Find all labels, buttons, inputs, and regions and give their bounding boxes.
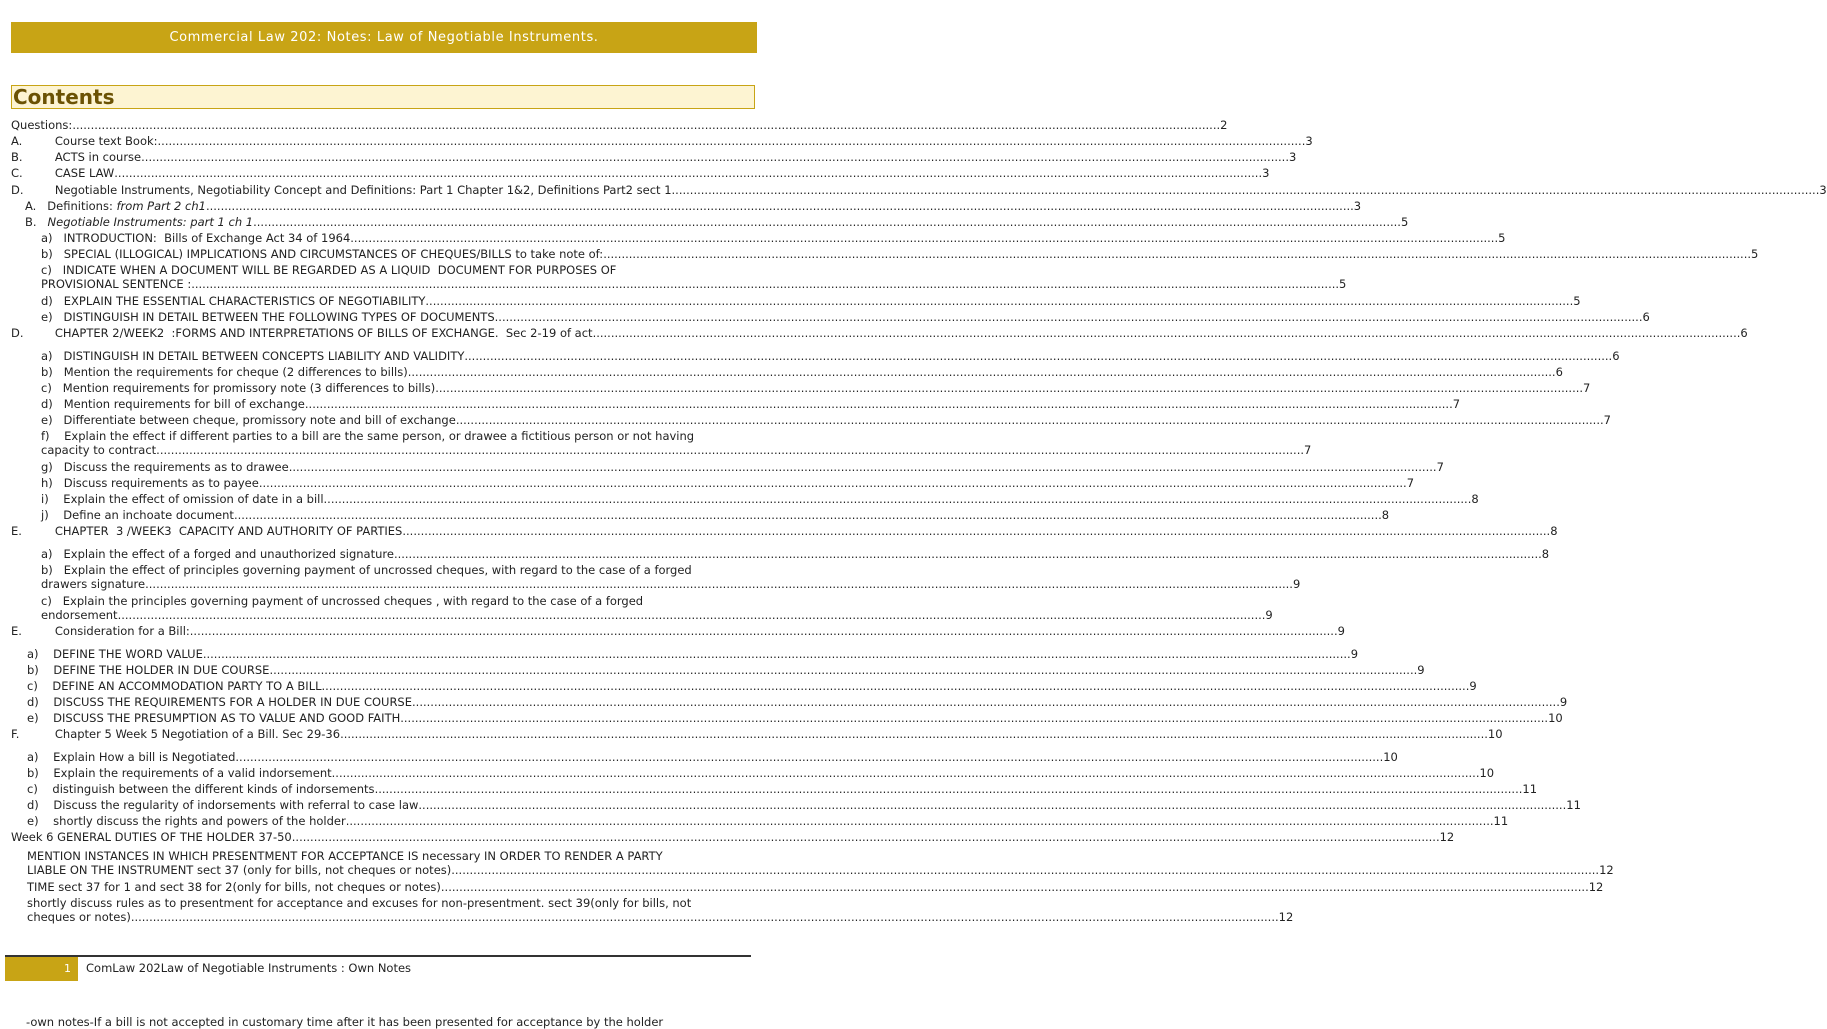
toc-entry[interactable] — [27, 647, 1359, 661]
toc-entry-text — [41, 476, 259, 490]
toc-entry-text — [27, 782, 375, 796]
toc-leader-dots — [495, 310, 1643, 324]
footer-text: ComLaw 202Law of Negotiable Instruments : Own Notes — [86, 961, 412, 975]
toc-leader-dots — [400, 711, 1548, 725]
toc-page-number: 5 — [1498, 231, 1506, 245]
toc-entry-text — [41, 294, 425, 308]
toc-page-number: 6 — [1642, 310, 1650, 324]
toc-page-number: 10 — [1548, 711, 1563, 725]
toc-page-number: 3 — [1262, 166, 1270, 180]
footer-page-box — [5, 957, 78, 981]
toc-leader-dots — [131, 910, 1279, 924]
toc-entry-text — [27, 663, 269, 677]
toc-entry-label: A. Definitions: — [25, 199, 117, 213]
toc-entry-label: j) Define an inchoate document — [41, 508, 234, 522]
toc-entry-label: E. CHAPTER 3 /WEEK3 CAPACITY AND AUTHORITY OF PARTIES — [11, 524, 403, 538]
toc-page-number: 6 — [1555, 365, 1563, 379]
toc-leader-dots — [402, 524, 1550, 538]
toc-entry-text — [41, 460, 289, 474]
toc-entry[interactable] — [25, 215, 1409, 229]
body-paragraph: -own notes-If a bill is not accepted in customary time after it has been presented for acceptance by the holder — [26, 1015, 664, 1029]
toc-entry-continuation: LIABLE ON THE INSTRUMENT sect 37 (only for bills, not cheques or notes) — [27, 863, 452, 877]
toc-entry-text — [27, 695, 412, 709]
toc-leader-dots — [340, 727, 1488, 741]
toc-entry[interactable] — [25, 199, 1362, 213]
toc-entry-text — [41, 231, 350, 245]
toc-entry-italic-label: from Part 2 ch1 — [116, 199, 206, 213]
toc-leader-dots — [72, 118, 1220, 132]
toc-entry[interactable] — [41, 476, 1415, 490]
toc-entry-label: b) DEFINE THE HOLDER IN DUE COURSE — [27, 663, 270, 677]
toc-entry-text — [27, 814, 346, 828]
toc-entry-text — [11, 134, 158, 148]
toc-entry-label: b) Explain the requirements of a valid indorsement — [27, 766, 332, 780]
toc-entry-label: h) Discuss requirements as to payee — [41, 476, 259, 490]
toc-entry-text: shortly discuss rules as to presentment for acceptance and excuses for non-presentment. sect 39(only for bills, not — [27, 896, 692, 910]
toc-page-number: 10 — [1383, 750, 1398, 764]
toc-leader-dots — [375, 782, 1523, 796]
toc-entry-text — [11, 166, 114, 180]
toc-entry-text — [11, 727, 340, 741]
toc-entry-continuation: cheques or notes) — [27, 910, 131, 924]
toc-entry-label: B. — [25, 215, 48, 229]
toc-leader-dots — [332, 766, 1480, 780]
toc-leader-dots — [234, 508, 1382, 522]
toc-entry[interactable] — [41, 563, 1301, 591]
toc-page-number: 10 — [1487, 727, 1503, 741]
toc-entry[interactable] — [27, 663, 1425, 677]
toc-leader-dots — [289, 460, 1437, 474]
toc-leader-dots — [394, 547, 1542, 561]
toc-page-number: 3 — [1305, 134, 1313, 148]
toc-entry[interactable] — [41, 349, 1620, 363]
toc-page-number: 6 — [1740, 326, 1748, 340]
toc-entry-text — [11, 830, 292, 844]
toc-page-number: 9 — [1417, 663, 1425, 677]
toc-page-number: 12 — [1278, 910, 1294, 924]
toc-leader-dots — [350, 231, 1498, 245]
toc-entry-italic-label: Negotiable Instruments: part 1 ch 1 — [47, 215, 254, 229]
toc-page-number: 5 — [1400, 215, 1409, 229]
toc-entry[interactable] — [11, 166, 1270, 180]
toc-entry-label: c) Mention requirements for promissory note (3 differences to bills) — [41, 381, 436, 395]
document-header-bar — [11, 22, 757, 53]
toc-entry[interactable] — [27, 679, 1477, 693]
toc-entry-text — [41, 492, 324, 506]
toc-entry[interactable] — [11, 150, 1297, 164]
toc-leader-dots — [114, 166, 1262, 180]
toc-leader-dots — [156, 443, 1304, 457]
toc-entry[interactable] — [11, 326, 1748, 340]
toc-entry[interactable] — [11, 624, 1345, 638]
toc-entry[interactable] — [41, 492, 1479, 506]
toc-entry-text: c) Explain the principles governing payment of uncrossed cheques , with regard to the case of a forged — [41, 594, 644, 608]
toc-entry-label: a) Explain the effect of a forged and unauthorized signature — [41, 547, 394, 561]
toc-entry[interactable] — [41, 365, 1563, 379]
toc-leader-dots — [324, 492, 1472, 506]
document-title: Commercial Law 202: Notes: Law of Negotiable Instruments. — [169, 30, 599, 45]
toc-leader-dots — [408, 365, 1556, 379]
toc-entry[interactable] — [11, 727, 1503, 741]
toc-leader-dots — [253, 215, 1401, 229]
toc-entry-text — [27, 647, 203, 661]
toc-page-number: 9 — [1559, 695, 1568, 709]
toc-entry-label: D. Negotiable Instruments, Negotiability Concept and Definitions: Part 1 Chapter 1&2, Definitions Part2 sect 1 — [11, 183, 672, 197]
toc-leader-dots — [118, 608, 1266, 622]
toc-entry-text — [41, 310, 495, 324]
toc-entry-label: D. CHAPTER 2/WEEK2 :FORMS AND INTERPRETATIONS OF BILLS OF EXCHANGE. Sec 2-19 of act — [11, 326, 593, 340]
toc-entry-label: Questions: — [11, 118, 73, 132]
toc-entry-text — [27, 798, 418, 812]
toc-page-number: 3 — [1353, 199, 1362, 213]
toc-leader-dots — [672, 183, 1820, 197]
toc-entry[interactable] — [41, 310, 1650, 324]
toc-entry[interactable] — [27, 880, 1604, 894]
toc-entry-text — [41, 381, 435, 395]
toc-entry-text — [41, 413, 456, 427]
toc-leader-dots — [593, 326, 1741, 340]
toc-entry-text — [11, 118, 72, 132]
toc-entry-text — [41, 349, 464, 363]
toc-entry[interactable] — [27, 798, 1581, 812]
toc-leader-dots — [141, 150, 1289, 164]
toc-leader-dots — [203, 647, 1351, 661]
toc-leader-dots — [235, 750, 1383, 764]
toc-entry-label: d) Mention requirements for bill of exchange — [41, 397, 305, 411]
toc-entry[interactable] — [27, 766, 1495, 780]
toc-entry-text — [41, 508, 234, 522]
toc-entry-text: b) Explain the effect of principles governing payment of uncrossed cheques, with regard to the case of a forged — [41, 563, 692, 577]
toc-entry-label: e) DISCUSS THE PRESUMPTION AS TO VALUE AND GOOD FAITH — [27, 711, 401, 725]
toc-leader-dots — [292, 830, 1440, 844]
toc-entry-label: C. CASE LAW — [11, 166, 115, 180]
toc-entry[interactable] — [41, 460, 1444, 474]
toc-entry-label: E. Consideration for a Bill: — [11, 624, 190, 638]
toc-entry[interactable] — [41, 381, 1591, 395]
toc-leader-dots — [451, 863, 1599, 877]
footer-page-number: 1 — [64, 962, 71, 975]
toc-entry-continuation: PROVISIONAL SENTENCE : — [41, 277, 192, 291]
toc-entry-continuation: capacity to contract — [41, 443, 157, 457]
footer-divider — [5, 955, 751, 957]
toc-entry-text — [27, 766, 332, 780]
toc-entry-text — [41, 365, 408, 379]
toc-page-number: 9 — [1469, 679, 1477, 693]
toc-page-number: 8 — [1550, 524, 1558, 538]
toc-entry-text — [27, 880, 441, 894]
toc-page-number: 9 — [1265, 608, 1273, 622]
toc-entry[interactable] — [27, 711, 1563, 725]
toc-leader-dots — [145, 577, 1293, 591]
toc-entry[interactable] — [11, 830, 1455, 844]
toc-entry-label: i) Explain the effect of omission of date in a bill — [41, 492, 324, 506]
toc-entry[interactable] — [41, 294, 1581, 308]
toc-leader-dots — [259, 476, 1407, 490]
toc-entry[interactable] — [27, 849, 1614, 877]
toc-entry-text — [11, 524, 402, 538]
toc-entry-label: d) EXPLAIN THE ESSENTIAL CHARACTERISTICS OF NEGOTIABILITY — [41, 294, 426, 308]
toc-entry[interactable] — [27, 896, 1294, 924]
toc-entry-label: TIME sect 37 for 1 and sect 38 for 2(only for bills, not cheques or notes) — [27, 880, 441, 894]
toc-entry-label: Week 6 GENERAL DUTIES OF THE HOLDER 37-50 — [11, 830, 292, 844]
toc-page-number: 7 — [1603, 413, 1611, 427]
toc-entry-label: e) shortly discuss the rights and powers of the holder — [27, 814, 346, 828]
toc-leader-dots — [346, 814, 1494, 828]
toc-entry[interactable] — [41, 429, 1312, 457]
toc-page-number: 12 — [1599, 863, 1614, 877]
toc-page-number: 11 — [1522, 782, 1538, 796]
toc-page-number: 5 — [1751, 247, 1759, 261]
toc-entry[interactable] — [41, 547, 1550, 561]
toc-page-number: 3 — [1819, 183, 1827, 197]
toc-entry[interactable] — [11, 524, 1558, 538]
toc-leader-dots — [418, 798, 1566, 812]
toc-entry-text — [11, 183, 672, 197]
toc-leader-dots — [158, 134, 1306, 148]
toc-page-number: 5 — [1573, 294, 1581, 308]
toc-page-number: 7 — [1304, 443, 1312, 457]
toc-entry-label: e) DISTINGUISH IN DETAIL BETWEEN THE FOLLOWING TYPES OF DOCUMENTS — [41, 310, 495, 324]
toc-leader-dots — [191, 277, 1339, 291]
toc-entry-text — [41, 247, 603, 261]
toc-entry-text: c) INDICATE WHEN A DOCUMENT WILL BE REGARDED AS A LIQUID DOCUMENT FOR PURPOSES OF — [41, 263, 617, 277]
toc-page-number: 2 — [1220, 118, 1228, 132]
toc-page-number: 9 — [1337, 624, 1345, 638]
toc-entry-label: a) INTRODUCTION: Bills of Exchange Act 34 of 1964 — [41, 231, 351, 245]
toc-page-number: 11 — [1566, 798, 1581, 812]
toc-entry[interactable] — [41, 263, 1347, 291]
contents-heading: Contents — [13, 85, 115, 109]
toc-entry-label: a) DEFINE THE WORD VALUE — [27, 647, 203, 661]
toc-entry-label: d) DISCUSS THE REQUIREMENTS FOR A HOLDER IN DUE COURSE — [27, 695, 413, 709]
toc-entry-label: a) DISTINGUISH IN DETAIL BETWEEN CONCEPTS LIABILITY AND VALIDITY — [41, 349, 465, 363]
toc-entry-label: b) SPECIAL (ILLOGICAL) IMPLICATIONS AND CIRCUMSTANCES OF CHEQUES/BILLS to take note of: — [41, 247, 604, 261]
toc-page-number: 7 — [1583, 381, 1591, 395]
toc-entry-label: g) Discuss the requirements as to drawee — [41, 460, 289, 474]
toc-entry[interactable] — [41, 231, 1506, 245]
toc-entry[interactable] — [41, 594, 1273, 622]
toc-entry[interactable] — [27, 782, 1538, 796]
toc-entry-text — [11, 150, 141, 164]
toc-page-number: 7 — [1436, 460, 1444, 474]
toc-leader-dots — [456, 413, 1604, 427]
toc-entry[interactable] — [27, 695, 1568, 709]
toc-leader-dots — [425, 294, 1573, 308]
toc-entry-label: B. ACTS in course — [11, 150, 142, 164]
toc-leader-dots — [435, 381, 1583, 395]
toc-entry[interactable] — [11, 134, 1313, 148]
toc-page-number: 9 — [1350, 647, 1359, 661]
toc-entry-continuation: drawers signature — [41, 577, 146, 591]
toc-leader-dots — [322, 679, 1470, 693]
toc-entry[interactable] — [41, 247, 1759, 261]
toc-page-number: 8 — [1471, 492, 1479, 506]
toc-entry-text — [41, 547, 394, 561]
toc-entry-text: f) Explain the effect if different parties to a bill are the same person, or drawee a fictitious person or not having — [41, 429, 695, 443]
contents-heading-box — [11, 85, 755, 109]
toc-entry[interactable] — [41, 508, 1390, 522]
toc-entry-text — [41, 397, 305, 411]
toc-entry-label: a) Explain How a bill is Negotiated — [27, 750, 236, 764]
toc-page-number: 12 — [1588, 880, 1604, 894]
toc-leader-dots — [441, 880, 1589, 894]
toc-entry-label: A. Course text Book: — [11, 134, 158, 148]
toc-page-number: 5 — [1339, 277, 1347, 291]
toc-entry-label: c) distinguish between the different kinds of indorsements — [27, 782, 375, 796]
toc-leader-dots — [464, 349, 1612, 363]
toc-leader-dots — [269, 663, 1417, 677]
toc-leader-dots — [603, 247, 1751, 261]
toc-entry-continuation: endorsement — [41, 608, 118, 622]
toc-page-number: 12 — [1439, 830, 1455, 844]
toc-page-number: 9 — [1292, 577, 1301, 591]
toc-entry-label: F. Chapter 5 Week 5 Negotiation of a Bill. Sec 29-36 — [11, 727, 341, 741]
toc-entry-label: c) DEFINE AN ACCOMMODATION PARTY TO A BILL — [27, 679, 322, 693]
toc-entry[interactable] — [11, 183, 1827, 197]
toc-page-number: 10 — [1479, 766, 1495, 780]
toc-entry-text — [27, 750, 235, 764]
toc-entry-text — [25, 199, 206, 213]
toc-entry-label: b) Mention the requirements for cheque (2 differences to bills) — [41, 365, 408, 379]
toc-entry[interactable] — [27, 814, 1509, 828]
toc-entry-text — [25, 215, 253, 229]
toc-page-number: 6 — [1612, 349, 1620, 363]
toc-entry-text: MENTION INSTANCES IN WHICH PRESENTMENT FOR ACCEPTANCE IS necessary IN ORDER TO RENDER A PARTY — [27, 849, 663, 863]
toc-page-number: 8 — [1541, 547, 1550, 561]
toc-leader-dots — [412, 695, 1560, 709]
toc-entry[interactable] — [41, 413, 1611, 427]
toc-leader-dots — [206, 199, 1354, 213]
toc-entry-label: d) Discuss the regularity of indorsements with referral to case law — [27, 798, 419, 812]
toc-entry[interactable] — [41, 397, 1461, 411]
toc-page-number: 11 — [1493, 814, 1509, 828]
toc-entry[interactable] — [11, 118, 1228, 132]
toc-entry-text — [11, 624, 190, 638]
toc-page-number: 7 — [1406, 476, 1415, 490]
toc-page-number: 3 — [1288, 150, 1297, 164]
toc-leader-dots — [190, 624, 1338, 638]
toc-entry[interactable] — [27, 750, 1398, 764]
toc-leader-dots — [305, 397, 1453, 411]
toc-entry-text — [11, 326, 593, 340]
toc-page-number: 8 — [1381, 508, 1390, 522]
toc-entry-label: e) Differentiate between cheque, promissory note and bill of exchange — [41, 413, 456, 427]
toc-entry-text — [27, 679, 322, 693]
toc-page-number: 7 — [1452, 397, 1461, 411]
toc-entry-text — [27, 711, 400, 725]
